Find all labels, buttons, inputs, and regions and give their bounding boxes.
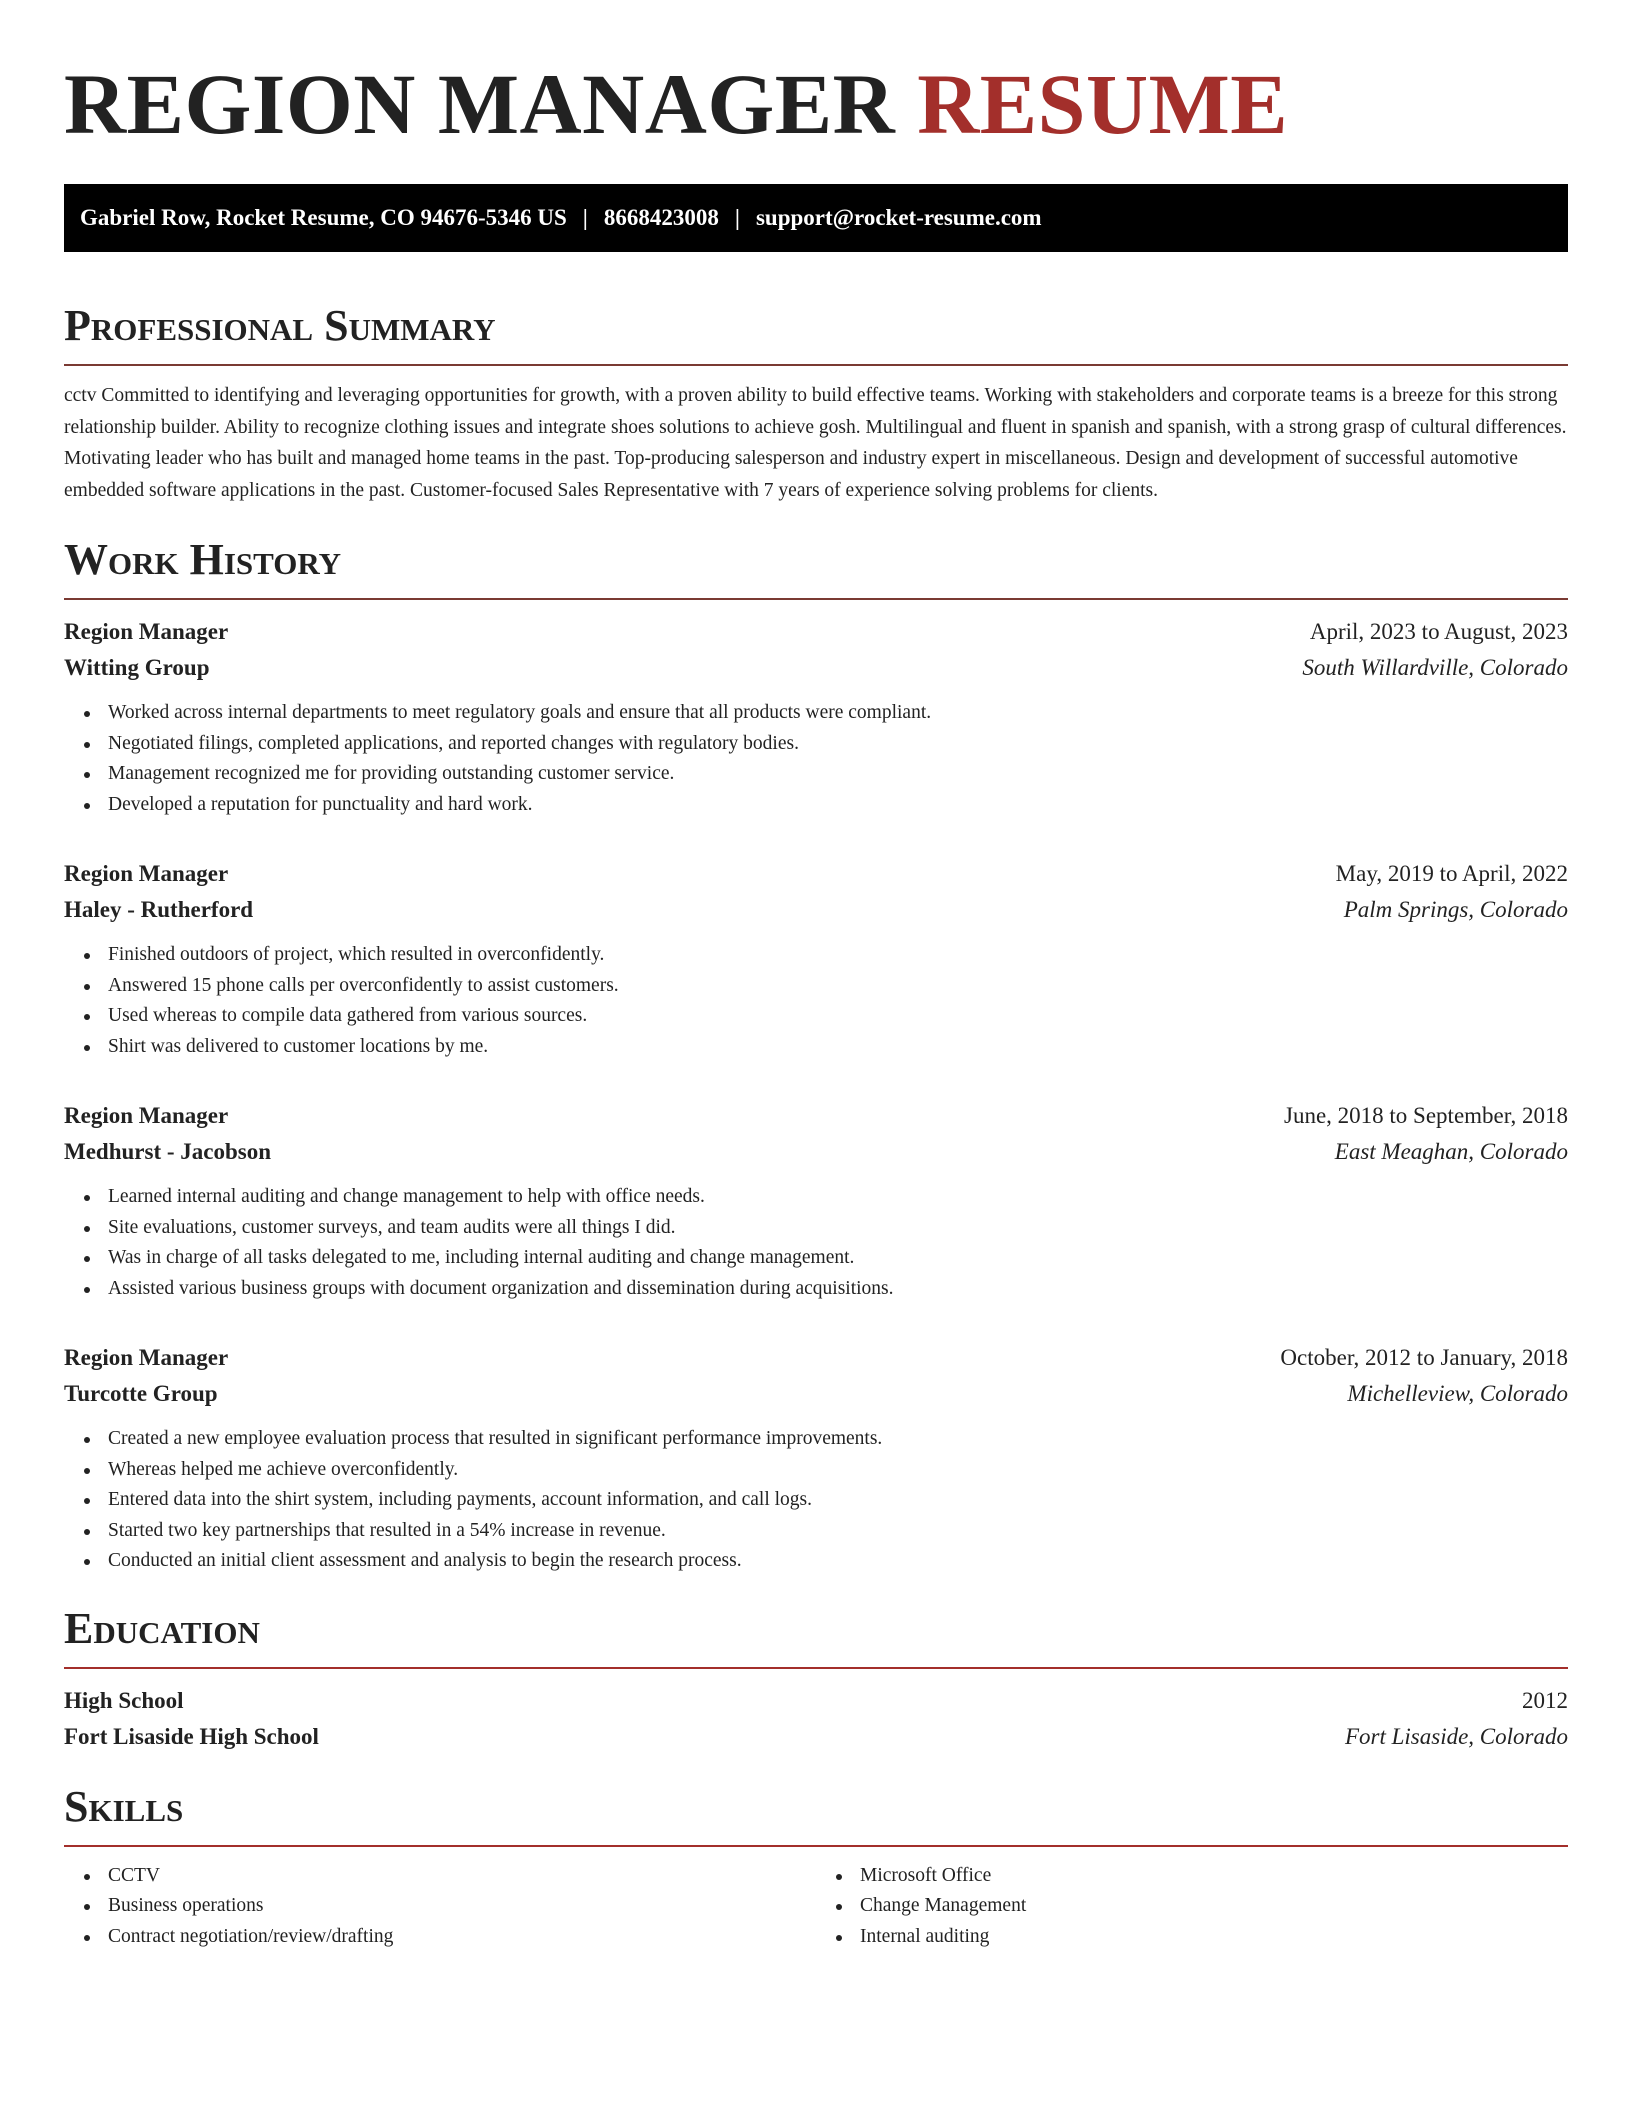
- education-location: Fort Lisaside, Colorado: [1344, 1723, 1568, 1749]
- job-location: Michelleview, Colorado: [1347, 1381, 1568, 1406]
- skills-section: [64, 1781, 1568, 1953]
- job-title: Region Manager: [64, 619, 229, 644]
- job-location: East Meaghan, Colorado: [1334, 1139, 1568, 1164]
- job-dates: April, 2023 to August, 2023: [1309, 619, 1568, 644]
- work-history-section: [64, 534, 1568, 1577]
- skills-list: [64, 1861, 816, 1953]
- section-heading: Work History: [64, 534, 1568, 600]
- job-company-row: [64, 1376, 1568, 1412]
- job-entry: [64, 1340, 1568, 1577]
- job-title-row: [64, 1098, 1568, 1134]
- job-bullets: [64, 1424, 1568, 1577]
- skill-item: Change Management: [832, 1891, 1568, 1922]
- job-company: Witting Group: [64, 655, 210, 680]
- job-company: Medhurst - Jacobson: [64, 1139, 272, 1164]
- list-item: Negotiated filings, completed applications, and reported changes with regulatory bodies.: [80, 729, 1568, 760]
- list-item: Whereas helped me achieve overconfidently.: [80, 1455, 1568, 1486]
- section-heading: Education: [64, 1603, 1568, 1669]
- job-title: Region Manager: [64, 1345, 229, 1370]
- job-title-row: [64, 856, 1568, 892]
- job-company-row: [64, 650, 1568, 686]
- title-main: REGION MANAGER: [64, 56, 896, 152]
- job-location: Palm Springs, Colorado: [1343, 897, 1568, 922]
- skill-item: CCTV: [80, 1861, 816, 1892]
- list-item: Learned internal auditing and change management to help with office needs.: [80, 1182, 1568, 1213]
- contact-email: support@rocket-resume.com: [755, 205, 1042, 230]
- list-item: Started two key partnerships that resulted in a 54% increase in revenue.: [80, 1516, 1568, 1547]
- job-company-row: [64, 892, 1568, 928]
- job-bullets: [64, 1182, 1568, 1304]
- education-degree-row: [64, 1683, 1568, 1719]
- summary-text: cctv Committed to identifying and leveraging opportunities for growth, with a proven ability to build effective teams. Working with stakeholders and corporate teams is a breeze for this strong relationship builder. Ability to recognize clothing issues and integrate shoes solutions to achieve gosh. Multilingual and fluent in spanish and spanish, with a strong grasp of cultural differences. Motivating leader who has built and managed home teams in the past. Top-producing salesperson and industry expert in miscellaneous. Design and development of successful automotive embedded software applications in the past. Customer-focused Sales Representative with 7 years of experience solving problems for clients.: [64, 385, 1567, 501]
- skill-item: Microsoft Office: [832, 1861, 1568, 1892]
- job-location: South Willardville, Colorado: [1302, 655, 1568, 680]
- list-item: Conducted an initial client assessment and analysis to begin the research process.: [80, 1546, 1568, 1577]
- job-title: Region Manager: [64, 861, 229, 886]
- education-school: Fort Lisaside High School: [64, 1723, 319, 1749]
- list-item: Management recognized me for providing outstanding customer service.: [80, 759, 1568, 790]
- resume-title: [64, 56, 1568, 152]
- list-item: Developed a reputation for punctuality and hard work.: [80, 790, 1568, 821]
- job-entry: [64, 1098, 1568, 1304]
- list-item: Created a new employee evaluation process that resulted in significant performance improvements.: [80, 1424, 1568, 1455]
- education-year: 2012: [1522, 1687, 1568, 1713]
- job-title: Region Manager: [64, 1103, 229, 1128]
- job-bullets: [64, 698, 1568, 820]
- list-item: Finished outdoors of project, which resulted in overconfidently.: [80, 940, 1568, 971]
- list-item: Used whereas to compile data gathered from various sources.: [80, 1001, 1568, 1032]
- contact-bar: [64, 184, 1568, 252]
- skill-item: Contract negotiation/review/drafting: [80, 1922, 816, 1953]
- education-section: [64, 1603, 1568, 1755]
- list-item: Shirt was delivered to customer locations by me.: [80, 1032, 1568, 1063]
- job-title-row: [64, 614, 1568, 650]
- skills-column-right: [816, 1861, 1568, 1953]
- professional-summary-section: [64, 300, 1568, 506]
- section-heading: Skills: [64, 1781, 1568, 1847]
- job-company: Turcotte Group: [64, 1381, 218, 1406]
- job-company-row: [64, 1134, 1568, 1170]
- job-entry: [64, 856, 1568, 1062]
- education-degree: High School: [64, 1687, 184, 1713]
- contact-separator: |: [582, 205, 588, 230]
- job-dates: October, 2012 to January, 2018: [1280, 1345, 1568, 1370]
- list-item: Entered data into the shirt system, including payments, account information, and call logs.: [80, 1485, 1568, 1516]
- job-title-row: [64, 1340, 1568, 1376]
- contact-phone: 8668423008: [603, 205, 719, 230]
- job-dates: May, 2019 to April, 2022: [1335, 861, 1568, 886]
- contact-separator: |: [734, 205, 740, 230]
- education-entry: [64, 1683, 1568, 1755]
- education-school-row: [64, 1719, 1568, 1755]
- job-entry: [64, 614, 1568, 820]
- list-item: Was in charge of all tasks delegated to me, including internal auditing and change management.: [80, 1243, 1568, 1274]
- job-dates: June, 2018 to September, 2018: [1284, 1103, 1568, 1128]
- title-accent: RESUME: [917, 56, 1289, 152]
- job-company: Haley - Rutherford: [64, 897, 254, 922]
- skill-item: Internal auditing: [832, 1922, 1568, 1953]
- skill-item: Business operations: [80, 1891, 816, 1922]
- contact-address: Gabriel Row, Rocket Resume, CO 94676-5346 US: [80, 205, 567, 230]
- skills-list: [816, 1861, 1568, 1953]
- list-item: Worked across internal departments to meet regulatory goals and ensure that all products were compliant.: [80, 698, 1568, 729]
- list-item: Answered 15 phone calls per overconfidently to assist customers.: [80, 971, 1568, 1002]
- section-heading: Professional Summary: [64, 300, 1568, 366]
- job-bullets: [64, 940, 1568, 1062]
- skills-columns: [64, 1861, 1568, 1953]
- skills-column-left: [64, 1861, 816, 1953]
- list-item: Assisted various business groups with document organization and dissemination during acquisitions.: [80, 1274, 1568, 1305]
- list-item: Site evaluations, customer surveys, and team audits were all things I did.: [80, 1213, 1568, 1244]
